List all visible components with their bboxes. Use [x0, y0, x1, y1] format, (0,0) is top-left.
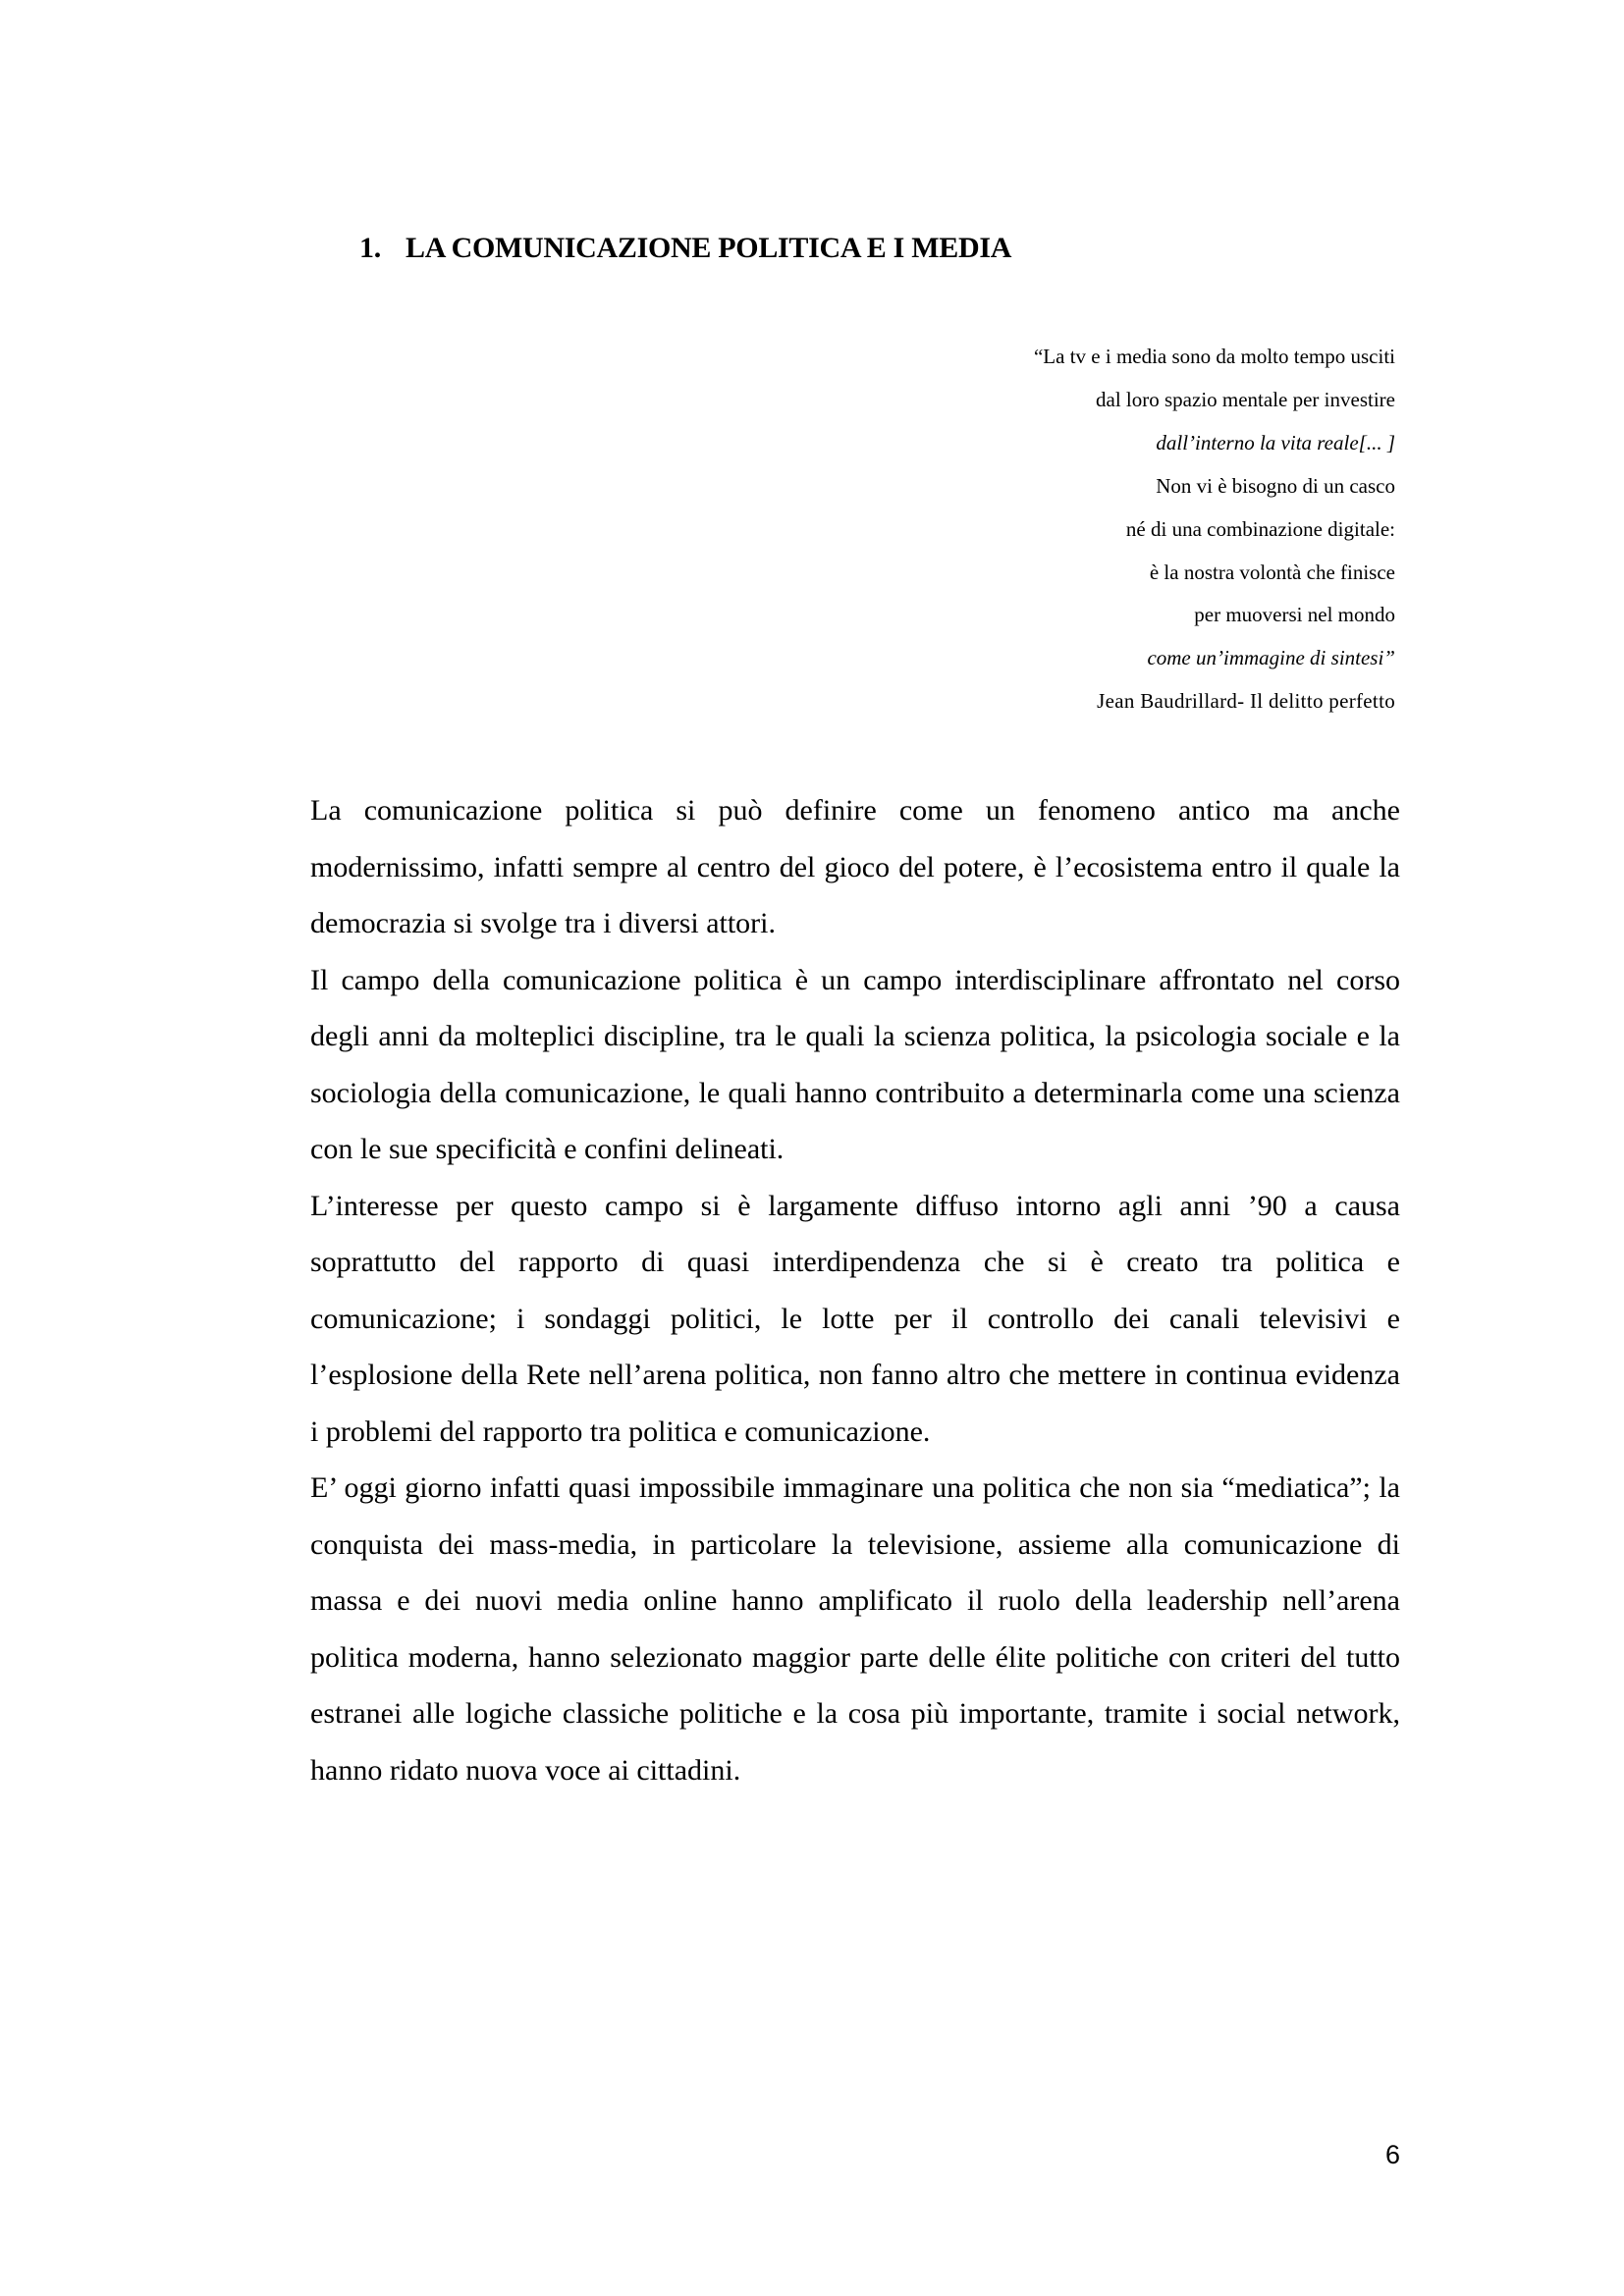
chapter-heading — [359, 232, 1011, 265]
paragraph: Il campo della comunicazione politica è un campo interdisciplinare affrontato nel corso degli anni da molteplici discipline, tra le quali la scienza politica, la psicologia sociale e la sociologia della comunicazione, le quali hanno contribuito a determinarla come una scienza con le sue specificità e confini delineati. — [310, 963, 1400, 1165]
epigraph-attribution: Jean Baudrillard- Il delitto perfetto — [1097, 689, 1395, 714]
epigraph-line: dall’interno la vita reale[... ] — [1156, 430, 1395, 454]
epigraph-quote — [708, 336, 1395, 723]
epigraph-line: dal loro spazio mentale per investire — [1096, 387, 1395, 411]
paragraph: L’interesse per questo campo si è largamente diffuso intorno agli anni ’90 a causa soprattutto del rapporto di quasi interdipendenza che si è creato tra politica e comunicazione; i sondaggi politici, le lotte per il controllo dei canali televisivi e l’esplosione della Rete nell’arena politica, non fanno altro che mettere in continua evidenza i problemi del rapporto tra politica e comunicazione. — [310, 1189, 1400, 1448]
paragraph: La comunicazione politica si può definire come un fenomeno antico ma anche modernissimo, infatti sempre al centro del gioco del potere, è l’ecosistema entro il quale la democrazia si svolge tra i diversi attori. — [310, 794, 1400, 939]
chapter-title: LA COMUNICAZIONE POLITICA E I MEDIA — [406, 232, 1012, 264]
chapter-number: 1. — [359, 232, 381, 264]
epigraph-line: Non vi è bisogno di un casco — [1156, 473, 1395, 498]
epigraph-line: “La tv e i media sono da molto tempo usciti — [1033, 345, 1395, 368]
epigraph-line: per muoversi nel mondo — [1194, 603, 1395, 627]
epigraph-line: né di una combinazione digitale: — [1125, 516, 1395, 541]
page-number: 6 — [1384, 2140, 1400, 2169]
paragraph: E’ oggi giorno infatti quasi impossibile immaginare una politica che non sia “mediatica”; la conquista dei mass-media, in particolare la televisione, assieme alla comunicazione di massa e dei nuovi media online hanno amplificato il ruolo della leadership nell’arena politica moderna, hanno selezionato maggior parte delle élite politiche con criteri del tutto estranei alle logiche classiche politiche e la cosa più importante, tramite i social network, hanno ridato nuova voce ai cittadini. — [310, 1471, 1400, 1787]
epigraph-line: è la nostra volontà che finisce — [1149, 560, 1395, 584]
body-text — [310, 782, 1400, 1798]
epigraph-line: come un’immagine di sintesi” — [1147, 646, 1395, 670]
